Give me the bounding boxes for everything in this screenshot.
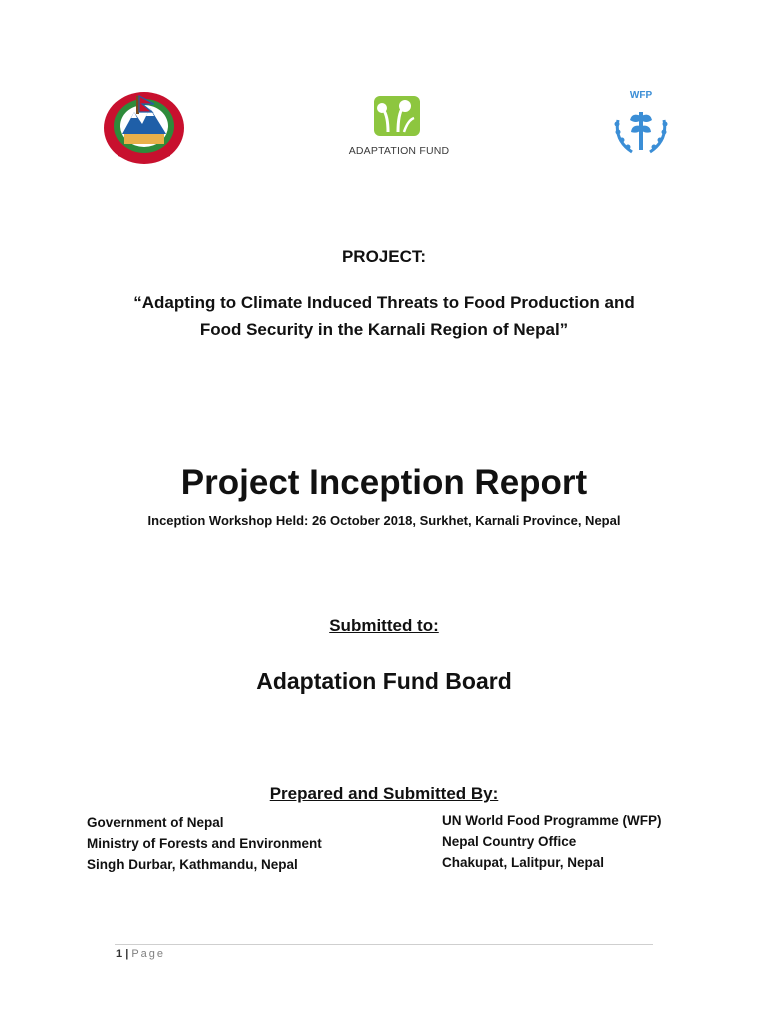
wfp-wordmark: WFP [629, 90, 653, 101]
submitter-wfp-address [442, 810, 662, 873]
submitter-left-line-1: Government of Nepal [87, 815, 224, 830]
project-title [0, 289, 768, 343]
nepal-government-emblem [100, 88, 188, 168]
submitter-left-line-3: Singh Durbar, Kathmandu, Nepal [87, 857, 298, 872]
nepal-emblem-icon [100, 88, 188, 168]
submitter-right-line-3: Chakupat, Lalitpur, Nepal [442, 855, 605, 870]
submitter-right-line-2: Nepal Country Office [442, 834, 577, 849]
adaptation-fund-wordmark: ADAPTATION FUND [348, 145, 450, 157]
footer-separator: | [125, 948, 129, 960]
page-number: 1 [116, 948, 123, 960]
project-label: PROJECT: [341, 247, 427, 266]
workshop-line: Inception Workshop Held: 26 October 2018, Surkhet, Karnali Province, Nepal [147, 513, 621, 528]
project-title-line-1: “Adapting to Climate Induced Threats to Food Production and [133, 293, 635, 312]
submitter-right-line-1: UN World Food Programme (WFP) [442, 813, 662, 828]
wfp-logo [606, 90, 676, 160]
recipient-name: Adaptation Fund Board [256, 668, 512, 694]
footer-divider [115, 944, 653, 945]
submitter-government-address [87, 812, 322, 875]
submitter-left-line-2: Ministry of Forests and Environment [87, 836, 322, 851]
adaptation-fund-leaf-icon [374, 96, 420, 136]
submitted-to-heading: Submitted to: [329, 616, 439, 635]
project-title-line-2: Food Security in the Karnali Region of Nepal” [199, 320, 569, 339]
report-title: Project Inception Report [180, 463, 588, 502]
page-footer [116, 948, 165, 960]
prepared-by-heading: Prepared and Submitted By: [269, 784, 499, 803]
page-label: Page [131, 948, 166, 960]
adaptation-fund-logo [340, 92, 458, 162]
